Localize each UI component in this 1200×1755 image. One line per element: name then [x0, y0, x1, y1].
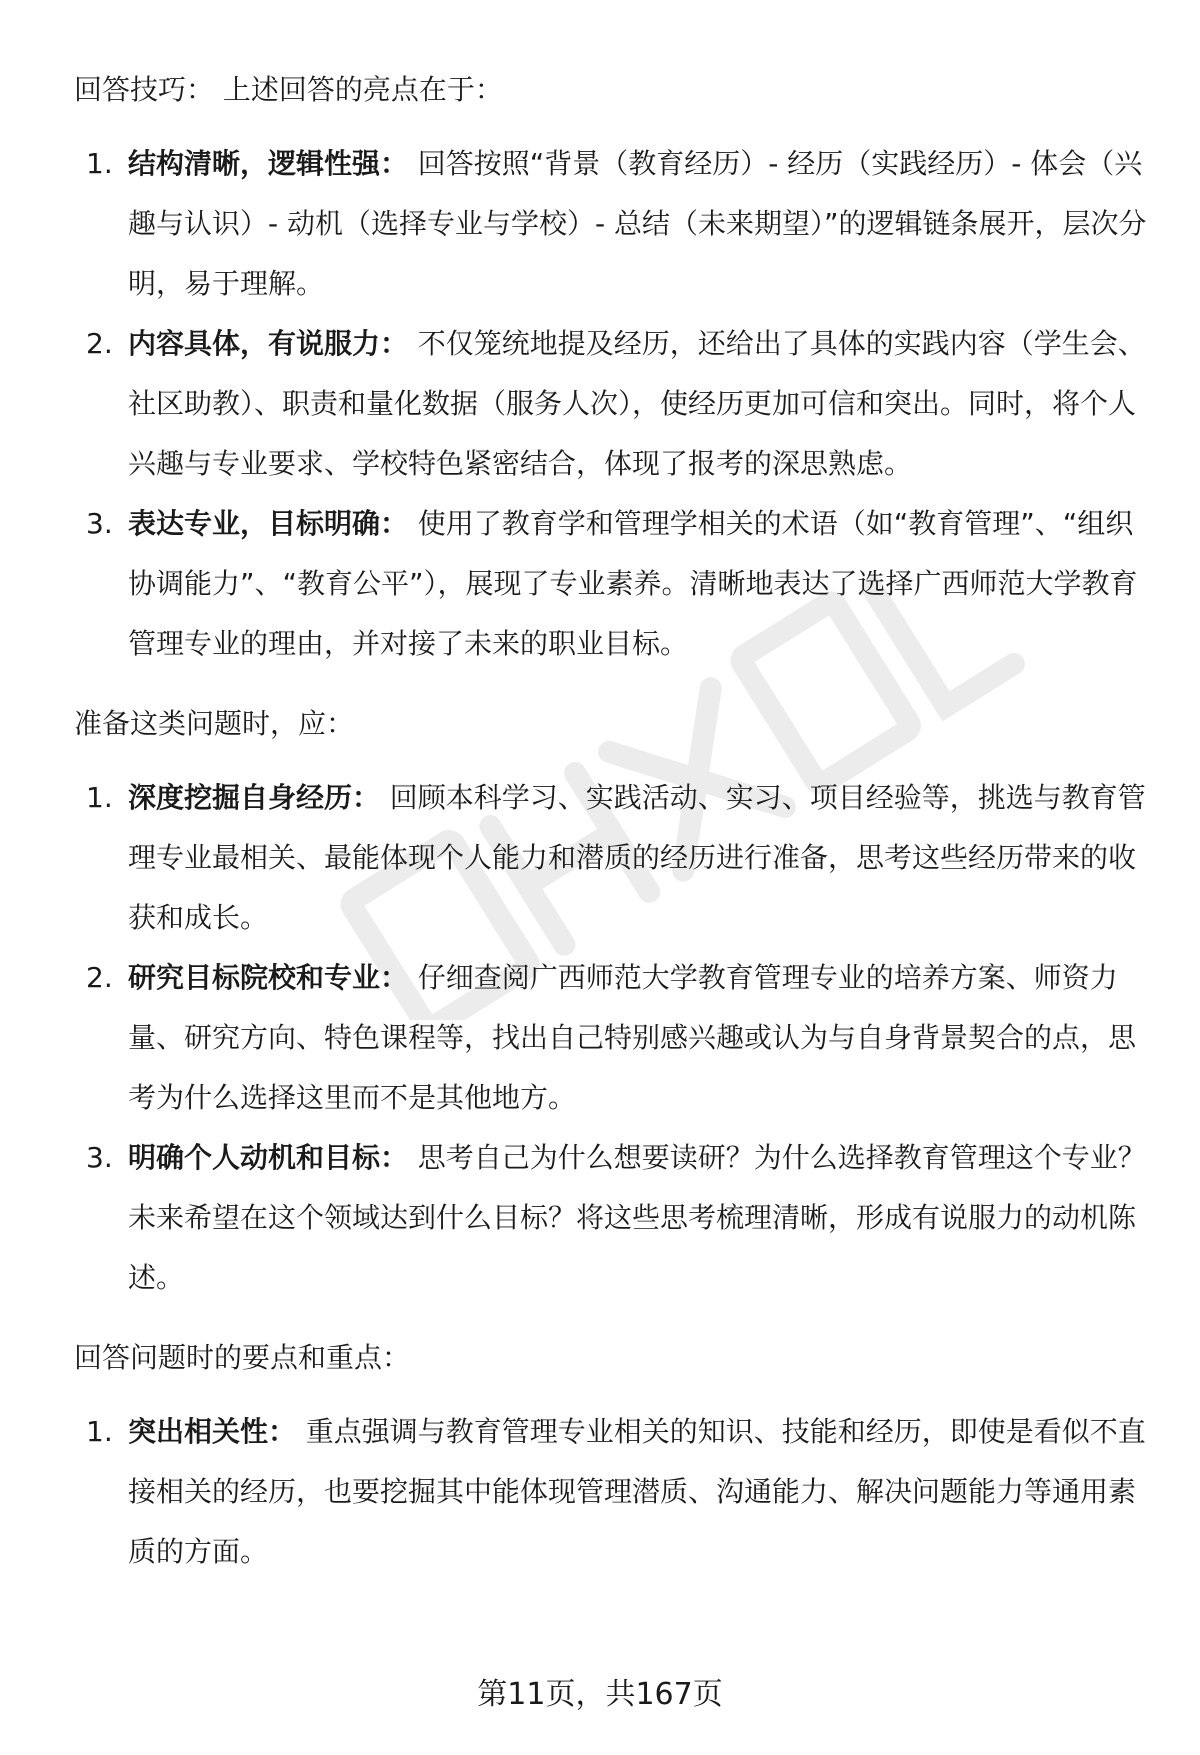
- points-list: [74, 768, 1154, 1308]
- list-item: [74, 948, 1154, 1128]
- item-lead: 深度挖掘自身经历：: [128, 781, 390, 814]
- list-item: [74, 134, 1154, 314]
- list-item: [74, 768, 1154, 948]
- item-lead: 研究目标院校和专业：: [128, 961, 418, 994]
- item-text: 思考自己为什么想要读研？为什么选择教育管理这个专业？未来希望在这个领域达到什么目标？将这些思考梳理清晰，形成有说服力的动机陈述。: [128, 1141, 1146, 1294]
- points-list: [74, 134, 1154, 674]
- points-list: [74, 1402, 1154, 1582]
- item-text: 使用了教育学和管理学相关的术语（如“教育管理”、“组织协调能力”、“教育公平”），展现了专业素养。清晰地表达了选择广西师范大学教育管理专业的理由，并对接了未来的职业目标。: [128, 507, 1138, 660]
- section-answer-tips: [74, 60, 1154, 674]
- section-title: 回答技巧： 上述回答的亮点在于：: [74, 73, 503, 106]
- section-key-points: [74, 1328, 1154, 1582]
- list-item: [74, 1402, 1154, 1582]
- item-lead: 表达专业，目标明确：: [128, 507, 418, 540]
- item-lead: 突出相关性：: [128, 1415, 306, 1448]
- item-number: 1.: [86, 147, 113, 180]
- list-item: [74, 1128, 1154, 1308]
- item-lead: 结构清晰，逻辑性强：: [128, 147, 418, 180]
- item-number: 3.: [86, 1141, 113, 1174]
- list-item: [74, 494, 1154, 674]
- item-number: 1.: [86, 1415, 113, 1448]
- section-title: 准备这类问题时，应：: [74, 707, 355, 740]
- item-text: 仔细查阅广西师范大学教育管理专业的培养方案、师资力量、研究方向、特色课程等，找出自己特别感兴趣或认为与自身背景契合的点，思考为什么选择这里而不是其他地方。: [128, 961, 1137, 1114]
- item-text: 不仅笼统地提及经历，还给出了具体的实践内容（学生会、社区助教）、职责和量化数据（服务人次），使经历更加可信和突出。同时，将个人兴趣与专业要求、学校特色紧密结合，体现了报考的深思熟虑。: [128, 327, 1146, 480]
- item-text: 回答按照“背景（教育经历）- 经历（实践经历）- 体会（兴趣与认识）- 动机（选择专业与学校）- 总结（未来期望）”的逻辑链条展开，层次分明，易于理解。: [128, 147, 1147, 300]
- item-number: 1.: [86, 781, 113, 814]
- item-text: 重点强调与教育管理专业相关的知识、技能和经历，即使是看似不直接相关的经历，也要挖掘其中能体现管理潜质、沟通能力、解决问题能力等通用素质的方面。: [128, 1415, 1146, 1568]
- item-number: 2.: [86, 961, 113, 994]
- item-number: 2.: [86, 327, 113, 360]
- page-number-footer: 第11页，共167页: [477, 1677, 723, 1712]
- list-item: [74, 314, 1154, 494]
- item-number: 3.: [86, 507, 113, 540]
- item-text: 回顾本科学习、实践活动、实习、项目经验等，挑选与教育管理专业最相关、最能体现个人能力和潜质的经历进行准备，思考这些经历带来的收获和成长。: [128, 781, 1146, 934]
- item-lead: 明确个人动机和目标：: [128, 1141, 418, 1174]
- section-title: 回答问题时的要点和重点：: [74, 1341, 411, 1374]
- document-content: [74, 60, 1154, 1602]
- item-lead: 内容具体，有说服力：: [128, 327, 418, 360]
- section-preparation: [74, 694, 1154, 1308]
